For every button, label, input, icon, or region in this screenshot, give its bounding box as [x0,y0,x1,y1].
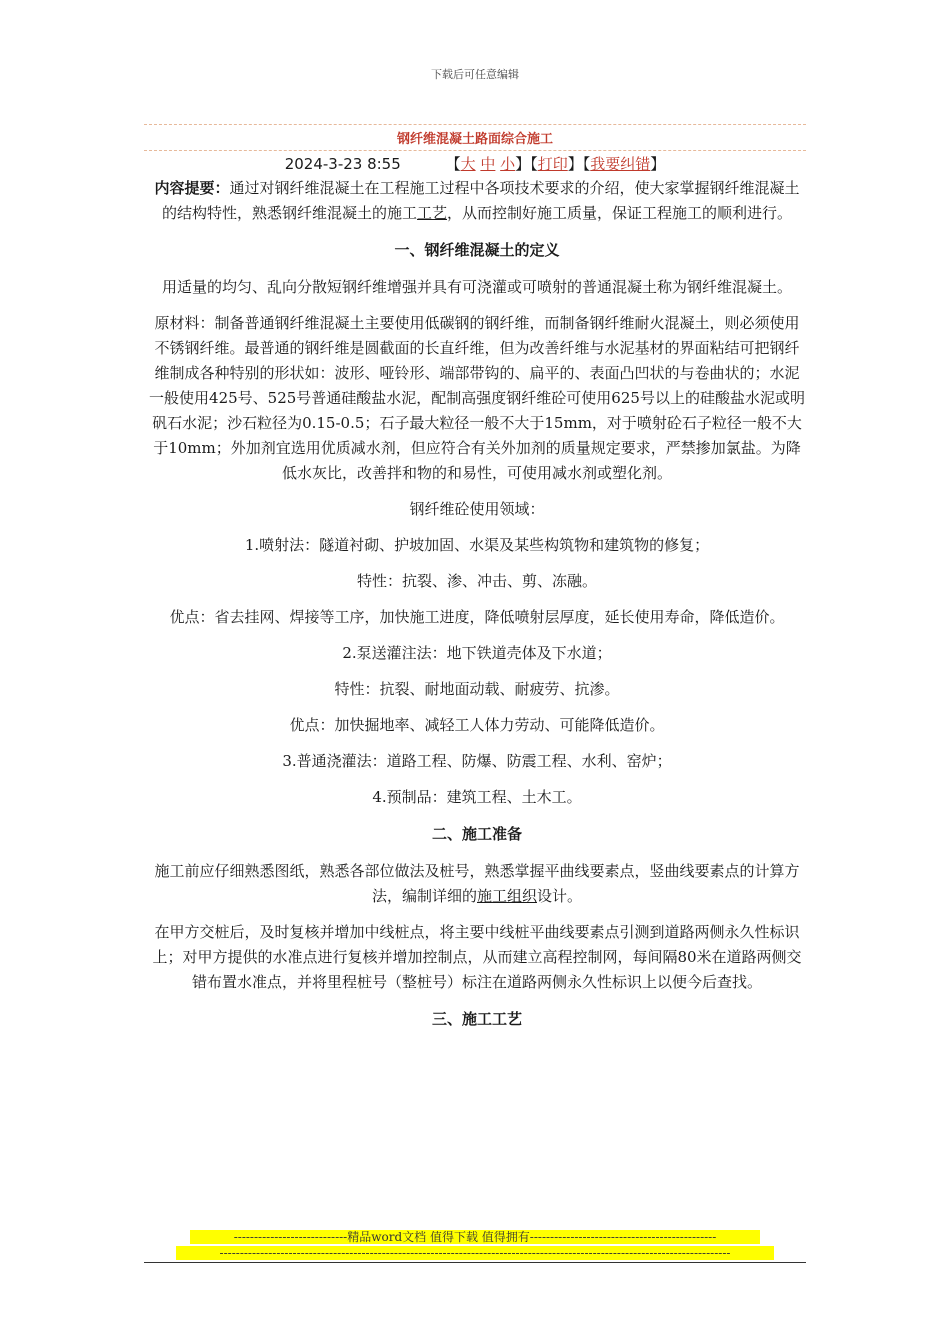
title-top-divider [144,124,806,125]
definition-paragraph: 用适量的均匀、乱向分散短钢纤维增强并具有可浇灌或可喷射的普通混凝土称为钢纤维混凝土。 [161,278,792,296]
footer-banner: ----------------------------精品word文档 值得下载 值得拥有---------------------------------------------- [190,1230,760,1244]
intro-text: 通过对钢纤维混凝土在工程施工过程中各项技术要求的介绍，使大家掌握钢纤维混凝土的结构特性，熟悉钢纤维混凝土的施工 [161,179,800,222]
font-size-large-link[interactable]: 大 [460,155,476,173]
article-meta [0,153,950,174]
section-heading: 三、施工工艺 [431,1010,522,1028]
construction-organization-link[interactable]: 施工组织 [476,887,537,905]
usage-item: 3.普通浇灌法：道路工程、防爆、防震工程、水利、窑炉； [282,752,672,770]
title-bottom-divider [144,150,806,151]
article-body [148,176,806,1044]
usage-advantages: 优点：加快掘地率、减轻工人体力劳动、可能降低造价。 [289,716,665,734]
footer-divider [144,1262,806,1263]
bracket: 】 [567,155,583,173]
materials-paragraph: 原材料：制备普通钢纤维混凝土主要使用低碳钢的钢纤维，而制备钢纤维耐火混凝土，则必须使用不锈钢纤维。最普通的钢纤维是圆截面的长直纤维，但为改善纤维与水泥基材的界面粘结可把钢纤维制成各种特别的形状如：波形、哑铃形、端部带钩的、扁平的、表面凸凹状的与卷曲状的；水泥一般使用425号、525号普通硅酸盐水泥，配制高强度钢纤维砼可使用625号以上的硅酸盐水泥或明矾石水泥；沙石粒径为0.15-0.5；石子最大粒径一般不大于15mm，对于喷射砼石子粒径一般不大于10mm；外加剂宜选用优质减水剂，但应符合有关外加剂的质量规定要求，严禁掺加氯盐。为降低水灰比，改善拌和物的和易性，可使用减水剂或塑化剂。 [149,314,805,482]
intro-paragraph [148,176,806,226]
font-size-small-link[interactable]: 小 [500,155,516,173]
report-error-link[interactable]: 我要纠错 [590,155,651,173]
usage-item: 4.预制品：建筑工程、土木工。 [372,788,582,806]
section-heading: 一、钢纤维混凝土的定义 [394,241,560,259]
section-heading: 二、施工准备 [431,825,522,843]
publish-date: 2024-3-23 8:55 [284,155,401,173]
craft-link[interactable]: 工艺 [416,204,447,222]
bracket: 】 [515,155,531,173]
survey-paragraph: 在甲方交桩后，及时复核并增加中线桩点，将主要中线桩平曲线要素点引测到道路两侧永久性标识上；对甲方提供的水准点进行复核并增加控制点，从而建立高程控制网，每间隔80米在道路两侧交错布置水准点，并将里程桩号（整桩号）标注在道路两侧永久性标识上以便今后查找。 [152,923,802,991]
intro-text-end: ，从而控制好施工质量，保证工程施工的顺利进行。 [447,204,793,222]
bracket: 【 [530,155,538,173]
page-title: 钢纤维混凝土路面综合施工 [396,132,553,147]
footer-banner-dashes: ------------------------------------------------------------------------------------------------------------------------------ [176,1246,774,1260]
usage-title: 钢纤维砼使用领域： [409,500,545,518]
usage-properties: 特性：抗裂、渗、冲击、剪、冻融。 [356,572,597,590]
usage-advantages: 优点：省去挂网、焊接等工序，加快施工进度，降低喷射层厚度，延长使用寿命，降低造价。 [169,608,785,626]
preparation-text: 施工前应仔细熟悉图纸，熟悉各部位做法及桩号，熟悉掌握平曲线要素点，竖曲线要素点的计算方法，编制详细的 [154,862,800,905]
bracket: 【 [445,155,461,173]
usage-properties: 特性：抗裂、耐地面动载、耐疲劳、抗渗。 [334,680,620,698]
bracket: 【 [582,155,591,173]
usage-item: 2.泵送灌注法：地下铁道壳体及下水道； [342,644,612,662]
usage-item: 1.喷射法：隧道衬砌、护坡加固、水渠及某些构筑物和建筑物的修复； [244,536,710,554]
preparation-text-end: 设计。 [537,887,583,905]
intro-label: 内容提要： [154,179,230,197]
bracket: 】 [650,155,666,173]
header-note: 下载后可任意编辑 [431,68,519,81]
preparation-paragraph [148,859,806,909]
print-link[interactable]: 打印 [537,155,568,173]
font-size-medium-link[interactable]: 中 [480,155,496,173]
